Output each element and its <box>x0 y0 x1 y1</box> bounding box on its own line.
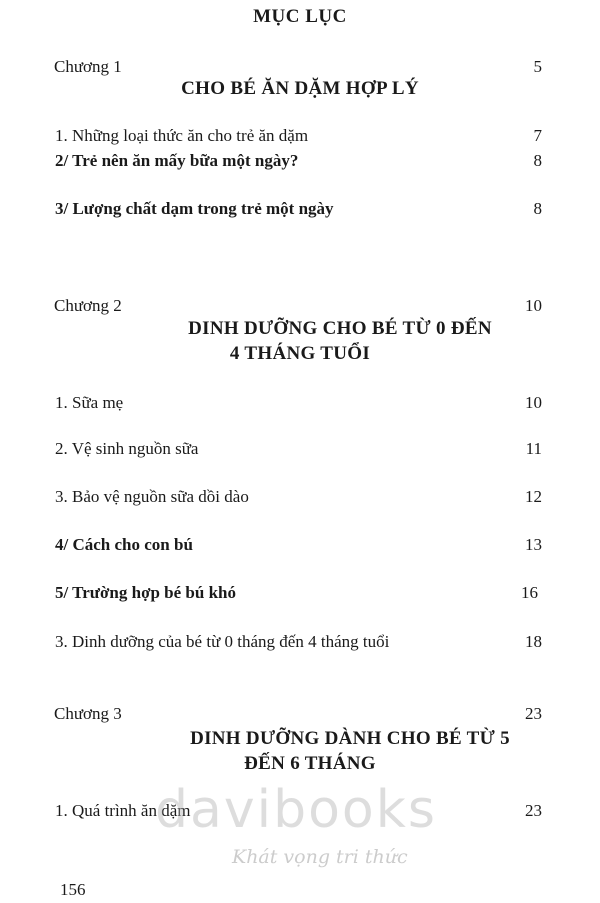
toc-entry: 1. Quá trình ăn dặm <box>55 801 191 820</box>
toc-entry: 3. Dinh dưỡng của bé từ 0 tháng đến 4 tháng tuổi <box>55 632 390 651</box>
watermark-logo: davibooks <box>155 780 437 840</box>
watermark-tagline: Khát vọng tri thức <box>232 846 408 868</box>
toc-entry-page: 12 <box>525 487 542 506</box>
toc-entry: 3. Bảo vệ nguồn sữa dồi dào <box>55 487 249 506</box>
chapter-2-title-line-1: DINH DƯỠNG CHO BÉ TỪ 0 ĐẾN <box>188 318 492 339</box>
toc-entry-page: 7 <box>533 126 542 145</box>
toc-entry: 2/ Trẻ nên ăn mấy bữa một ngày? <box>55 151 299 170</box>
toc-entry-page: 23 <box>525 801 542 820</box>
toc-entry-page: 16 <box>521 583 538 602</box>
page-title: MỤC LỤC <box>253 6 347 27</box>
page-number: 156 <box>60 880 86 899</box>
toc-entry: 1. Những loại thức ăn cho trẻ ăn dặm <box>55 126 309 145</box>
chapter-1-label: Chương 1 <box>54 57 122 76</box>
toc-entry: 2. Vệ sinh nguồn sữa <box>55 439 199 458</box>
chapter-2-title-line-2: 4 THÁNG TUỔI <box>229 343 371 364</box>
chapter-3-title-line-2: ĐẾN 6 THÁNG <box>244 753 376 774</box>
toc-entry: 3/ Lượng chất dạm trong trẻ một ngày <box>55 199 334 218</box>
chapter-2-page: 10 <box>525 296 542 315</box>
toc-entry-page: 8 <box>533 151 542 170</box>
chapter-3-page: 23 <box>525 704 542 723</box>
chapter-3-title-line-1: DINH DƯỠNG DÀNH CHO BÉ TỪ 5 <box>190 728 510 749</box>
chapter-1-page: 5 <box>533 57 542 76</box>
chapter-3-label: Chương 3 <box>54 704 122 723</box>
toc-entry: 1. Sữa mẹ <box>55 393 124 412</box>
toc-entry-page: 18 <box>525 632 542 651</box>
toc-entry-page: 8 <box>533 199 542 218</box>
toc-entry: 5/ Trường hợp bé bú khó <box>55 583 236 602</box>
toc-entry: 4/ Cách cho con bú <box>55 535 193 554</box>
chapter-1-title: CHO BÉ ĂN DẶM HỢP LÝ <box>181 78 419 99</box>
toc-entry-page: 11 <box>525 439 542 458</box>
toc-entry-page: 13 <box>525 535 542 554</box>
toc-entry-page: 10 <box>525 393 542 412</box>
chapter-2-label: Chương 2 <box>54 296 122 315</box>
